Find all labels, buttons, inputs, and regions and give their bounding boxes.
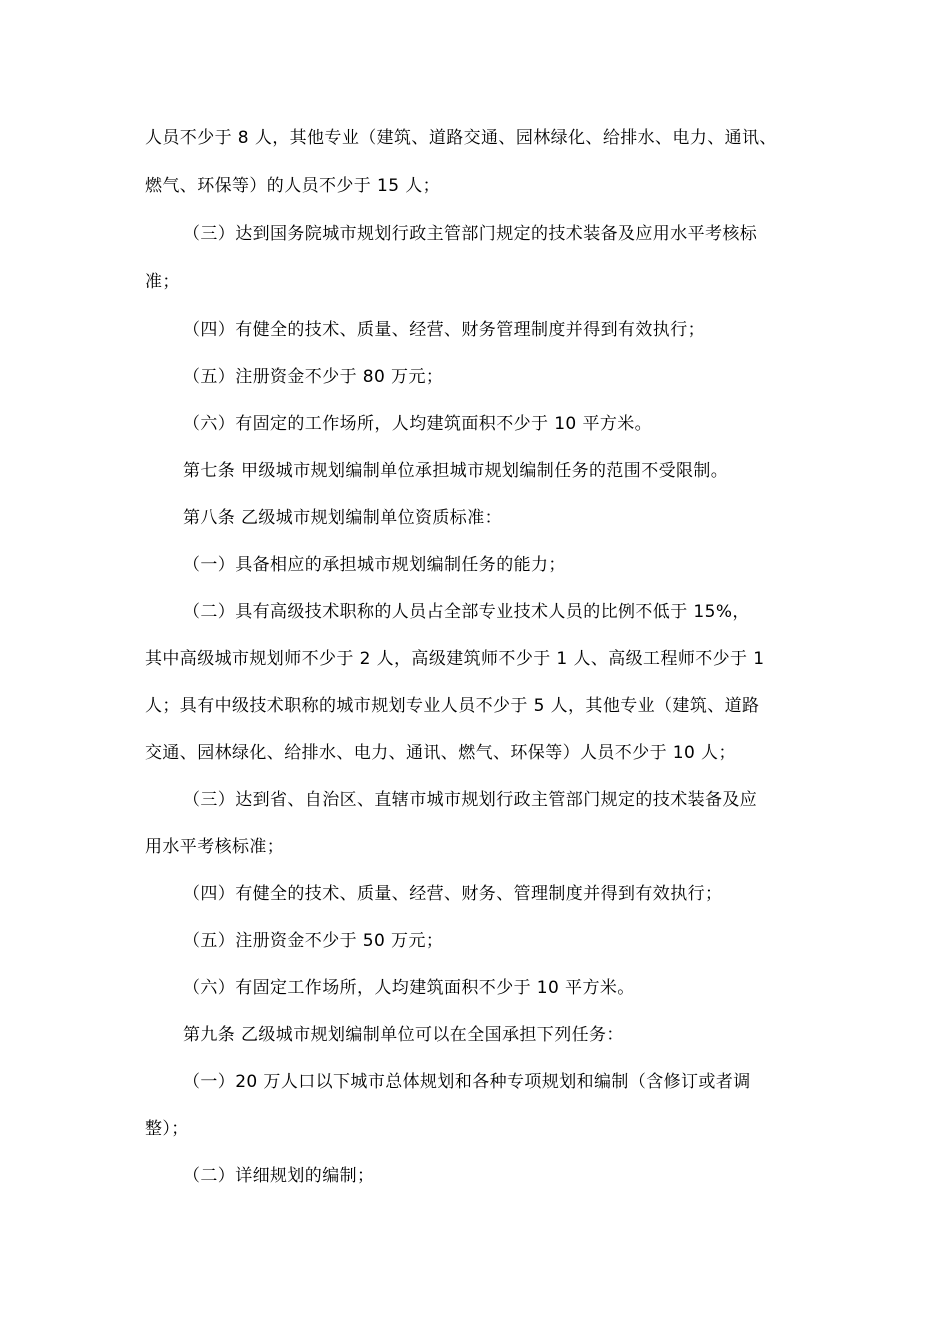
text-line: （二）具有高级技术职称的人员占全部专业技术人员的比例不低于 15%， (183, 602, 750, 622)
text-line: 燃气、环保等）的人员不少于 15 人； (145, 176, 441, 196)
text-line: （三）达到国务院城市规划行政主管部门规定的技术装备及应用水平考核标 (183, 224, 758, 244)
text-line: 交通、园林绿化、给排水、电力、通讯、燃气、环保等）人员不少于 10 人； (145, 743, 736, 763)
text-line: （四）有健全的技术、质量、经营、财务、管理制度并得到有效执行； (183, 884, 723, 904)
text-line: （三）达到省、自治区、直辖市城市规划行政主管部门规定的技术装备及应 (183, 790, 758, 810)
text-line: 第九条 乙级城市规划编制单位可以在全国承担下列任务： (183, 1025, 624, 1045)
text-line: （五）注册资金不少于 80 万元； (183, 367, 444, 387)
text-line: （五）注册资金不少于 50 万元； (183, 931, 444, 951)
text-line: （一）具备相应的承担城市规划编制任务的能力； (183, 555, 566, 575)
text-line: （二）详细规划的编制； (183, 1166, 375, 1186)
text-line: 第八条 乙级城市规划编制单位资质标准： (183, 508, 503, 528)
text-line: 其中高级城市规划师不少于 2 人，高级建筑师不少于 1 人、高级工程师不少于 1 (145, 649, 765, 669)
text-line: 人；具有中级技术职称的城市规划专业人员不少于 5 人，其他专业（建筑、道路 (145, 696, 760, 716)
text-line: （一）20 万人口以下城市总体规划和各种专项规划和编制（含修订或者调 (183, 1072, 751, 1092)
text-line: 用水平考核标准； (145, 837, 285, 857)
text-line: （四）有健全的技术、质量、经营、财务管理制度并得到有效执行； (183, 320, 705, 340)
text-line: （六）有固定工作场所，人均建筑面积不少于 10 平方米。 (183, 978, 635, 998)
text-line: 准； (145, 272, 180, 292)
text-line: 整）； (145, 1119, 189, 1139)
text-line: 第七条 甲级城市规划编制单位承担城市规划编制任务的范围不受限制。 (183, 461, 729, 481)
text-line: 人员不少于 8 人，其他专业（建筑、道路交通、园林绿化、给排水、电力、通讯、 (145, 128, 777, 148)
text-line: （六）有固定的工作场所，人均建筑面积不少于 10 平方米。 (183, 414, 653, 434)
